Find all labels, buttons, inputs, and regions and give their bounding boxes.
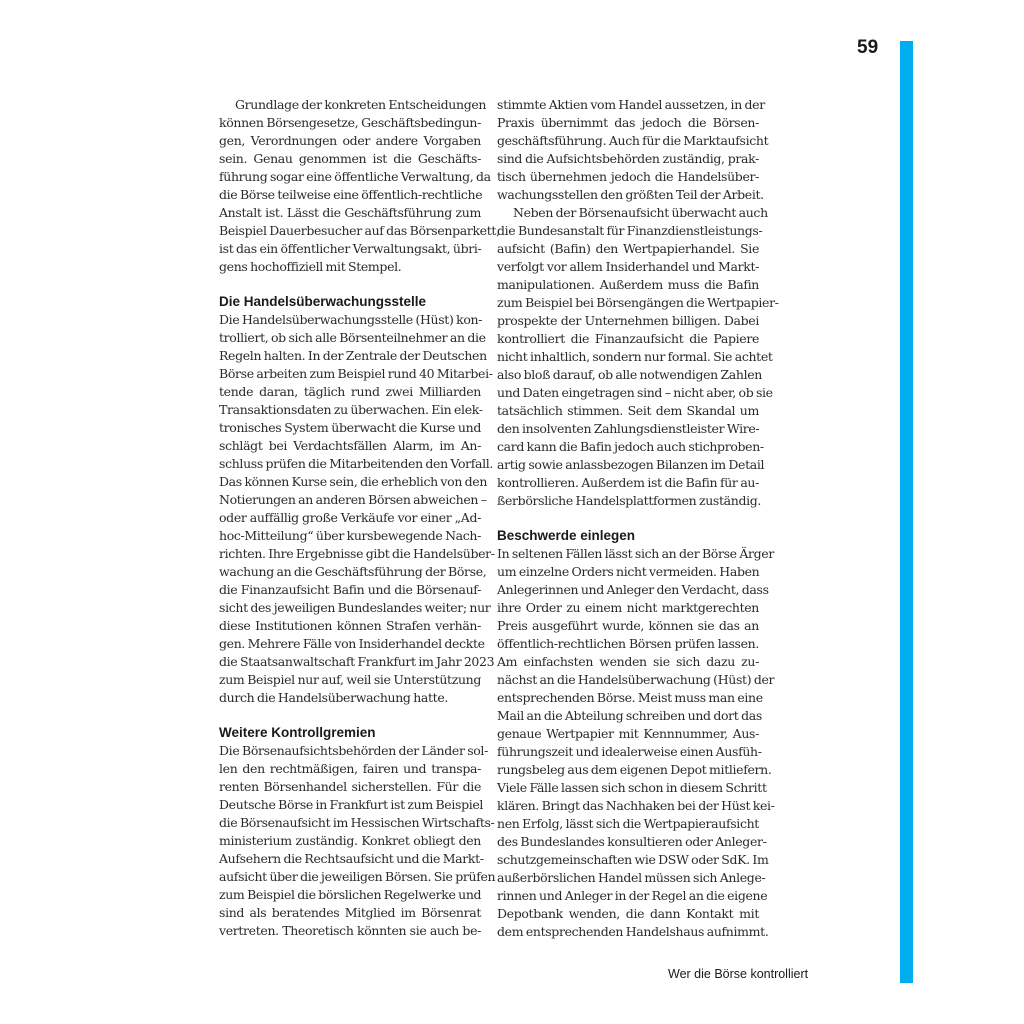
section-heading-beschwerde: Beschwerde einlegen <box>497 528 636 543</box>
text-line: des Bundeslandes konsultieren oder Anleger- <box>497 834 767 849</box>
text-line: sind als beratendes Mitglied im Börsenrat <box>219 905 481 920</box>
text-line: aufsicht über die jeweiligen Börsen. Sie prüfen <box>219 869 496 884</box>
text-line: zum Beispiel die börslichen Regelwerke und <box>219 887 482 902</box>
section-paragraph-kontrollgremien <box>219 742 496 940</box>
text-line: Die Börsenaufsichtsbehörden der Länder sol- <box>219 743 488 758</box>
text-line: tatsächlich stimmen. Seit dem Skandal um <box>497 403 759 418</box>
text-line: schutzgemeinschaften wie DSW oder SdK. Im <box>497 852 769 867</box>
intro-paragraph <box>219 96 500 276</box>
text-line: nen Erfolg, lässt sich die Wertpapieraufsicht <box>497 816 759 831</box>
text-line: Mail an die Abteilung schreiben und dort das <box>497 708 762 723</box>
text-line: Preis ausgeführt wurde, können sie das an <box>497 618 759 633</box>
text-line: rinnen und Anleger in der Regel an die eigene <box>497 888 768 903</box>
text-line: tronisches System überwacht die Kurse und <box>219 420 481 435</box>
text-line: Das können Kurse sein, die erheblich von den <box>219 474 488 489</box>
text-line: oder auffällig große Verkäufe vor einer „Ad- <box>219 510 481 525</box>
text-line: gen. Mehrere Fälle von Insiderhandel deckte <box>219 636 485 651</box>
text-line: ist das ein öffentlicher Verwaltungsakt, übri- <box>219 241 482 256</box>
text-line: Beispiel Dauerbesucher auf das Börsenparkett, <box>219 223 500 238</box>
text-line: Anlegerinnen und Anleger den Verdacht, dass <box>497 582 769 597</box>
text-line: gens hochoffiziell mit Stempel. <box>219 259 402 274</box>
text-line: Am einfachsten wenden sie sich dazu zu- <box>497 654 759 669</box>
text-line: die Bundesanstalt für Finanzdienstleistungs- <box>497 223 763 238</box>
text-line: nächst an die Handelsüberwachung (Hüst) der <box>497 672 775 687</box>
section-heading-handelsueberwachung: Die Handelsüberwachungsstelle <box>219 294 427 309</box>
text-line: klären. Bringt das Nachhaken bei der Hüst kei- <box>497 798 775 813</box>
text-line: diese Institutionen können Strafen verhän- <box>219 618 481 633</box>
text-line: tisch übernehmen jedoch die Handelsüber- <box>497 169 759 184</box>
text-line: zum Beispiel bei Börsengängen die Wertpapier- <box>497 295 779 310</box>
right-column <box>497 96 779 941</box>
text-line: Regeln halten. In der Zentrale der Deutschen <box>219 348 487 363</box>
text-line: Viele Fälle lassen sich schon in diesem Schritt <box>497 780 767 795</box>
text-line: also bloß darauf, ob alle notwendigen Zahlen <box>497 367 762 382</box>
text-line: den insolventen Zahlungsdienstleister Wire- <box>497 421 760 436</box>
text-line: zum Beispiel nur auf, weil sie Unterstützung <box>219 672 481 687</box>
text-line: ßerbörsliche Handelsplattformen zuständig. <box>497 493 762 508</box>
text-line: Deutsche Börse in Frankfurt ist zum Beispiel <box>219 797 484 812</box>
text-line: sind die Aufsichtsbehörden zuständig, prak- <box>497 151 759 166</box>
text-line: die Börse teilweise eine öffentlich-rechtliche <box>219 187 483 202</box>
text-line: Depotbank wenden, die dann Kontakt mit <box>497 906 759 921</box>
text-line: entsprechenden Börse. Meist muss man eine <box>497 690 763 705</box>
text-line: stimmte Aktien vom Handel aussetzen, in der <box>497 97 765 112</box>
text-line: genaue Wertpapier mit Kennnummer, Aus- <box>497 726 759 741</box>
text-line: aufsicht (Bafin) den Wertpapierhandel. Sie <box>497 241 759 256</box>
text-line: führungszeit und idealerweise einen Ausfüh- <box>497 744 762 759</box>
text-line: verfolgt vor allem Insiderhandel und Markt- <box>497 259 759 274</box>
bafin-paragraph <box>497 204 779 510</box>
text-line: wachungsstellen den größten Teil der Arbeit. <box>497 187 764 202</box>
text-line: richten. Ihre Ergebnisse gibt die Handelsüber- <box>219 546 495 561</box>
text-line: Börse arbeiten zum Beispiel rund 40 Mitarbei- <box>219 366 493 381</box>
text-line: dem entsprechenden Handelshaus aufnimmt. <box>497 924 769 939</box>
text-line: len den rechtmäßigen, fairen und transpa- <box>219 761 481 776</box>
text-line: schluss prüfen die Mitarbeitenden den Vorfall. <box>219 456 494 471</box>
left-column <box>219 96 500 940</box>
text-line: ministerium zuständig. Konkret obliegt den <box>219 833 481 848</box>
section-paragraph-handelsueberwachung <box>219 311 495 707</box>
text-line: Grundlage der konkreten Entscheidungen <box>235 97 487 112</box>
text-line: sicht des jeweiligen Bundeslandes weiter; nur <box>219 600 491 615</box>
paragraph-gap <box>219 276 481 293</box>
page-number: 59 <box>857 37 879 58</box>
running-footer: Wer die Börse kontrolliert <box>668 967 809 981</box>
text-line: und Daten eingetragen sind – nicht aber, ob sie <box>497 385 773 400</box>
text-line: um einzelne Orders nicht vermeiden. Haben <box>497 564 760 579</box>
text-line: geschäftsführung. Auch für die Marktaufsicht <box>497 133 769 148</box>
text-line: Notierungen an anderen Börsen abweichen – <box>219 492 487 507</box>
text-line: Transaktionsdaten zu überwachen. Ein elek- <box>219 402 483 417</box>
text-line: die Finanzaufsicht Bafin und die Börsenauf- <box>219 582 481 597</box>
text-line: ihre Order zu einem nicht marktgerechten <box>497 600 759 615</box>
text-line: nicht inhaltlich, sondern nur formal. Sie achtet <box>497 349 773 364</box>
text-line: durch die Handelsüberwachung hatte. <box>219 690 449 705</box>
section-paragraph-beschwerde <box>497 545 775 941</box>
text-line: In seltenen Fällen lässt sich an der Börse Ärger <box>497 546 774 561</box>
text-line: Praxis übernimmt das jedoch die Börsen- <box>497 115 759 130</box>
text-line: außerbörslichen Handel müssen sich Anlege- <box>497 870 766 885</box>
text-line: können Börsengesetze, Geschäftsbedingun- <box>219 115 481 130</box>
text-line: kontrolliert die Finanzaufsicht die Papiere <box>497 331 759 346</box>
text-line: die Börsenaufsicht im Hessischen Wirtschafts- <box>219 815 495 830</box>
text-line: tende daran, täglich rund zwei Milliarden <box>219 384 481 399</box>
text-line: vertreten. Theoretisch könnten sie auch be- <box>219 923 481 938</box>
section-heading-kontrollgremien: Weitere Kontrollgremien <box>219 725 376 740</box>
paragraph-gap <box>219 707 481 724</box>
text-line: Aufsehern die Rechtsaufsicht und die Markt- <box>219 851 484 866</box>
text-line: hoc-Mitteilung“ über kursbewegende Nach- <box>219 528 481 543</box>
text-line: wachung an die Geschäftsführung der Börse, <box>219 564 487 579</box>
text-line: Anstalt ist. Lässt die Geschäftsführung zum <box>219 205 481 220</box>
accent-bar <box>900 41 913 983</box>
text-line: die Staatsanwaltschaft Frankfurt im Jahr 2023 <box>219 654 495 669</box>
text-line: trolliert, ob sich alle Börsenteilnehmer an die <box>219 330 486 345</box>
text-line: sein. Genau genommen ist die Geschäfts- <box>219 151 481 166</box>
continued-paragraph <box>497 96 769 204</box>
text-line: Neben der Börsenaufsicht überwacht auch <box>513 205 768 220</box>
text-line: artig sowie anlassbezogen Bilanzen im Detail <box>497 457 765 472</box>
text-line: Die Handelsüberwachungsstelle (Hüst) kon- <box>219 312 483 327</box>
text-line: rungsbeleg aus dem eigenen Depot mitliefern. <box>497 762 772 777</box>
text-line: öffentlich-rechtlichen Börsen prüfen lassen. <box>497 636 759 651</box>
text-line: kontrollieren. Außerdem ist die Bafin für au- <box>497 475 759 490</box>
text-line: gen, Verordnungen oder andere Vorgaben <box>219 133 481 148</box>
text-line: schlägt bei Verdachtsfällen Alarm, im An- <box>219 438 481 453</box>
paragraph-gap <box>497 510 759 527</box>
text-line: führung sogar eine öffentliche Verwaltung, da <box>219 169 491 184</box>
text-line: renten Börsenhandel sicherstellen. Für die <box>219 779 481 794</box>
text-line: card kann die Bafin jedoch auch stichproben- <box>497 439 764 454</box>
text-line: manipulationen. Außerdem muss die Bafin <box>497 277 759 292</box>
text-line: prospekte der Unternehmen billigen. Dabei <box>497 313 759 328</box>
